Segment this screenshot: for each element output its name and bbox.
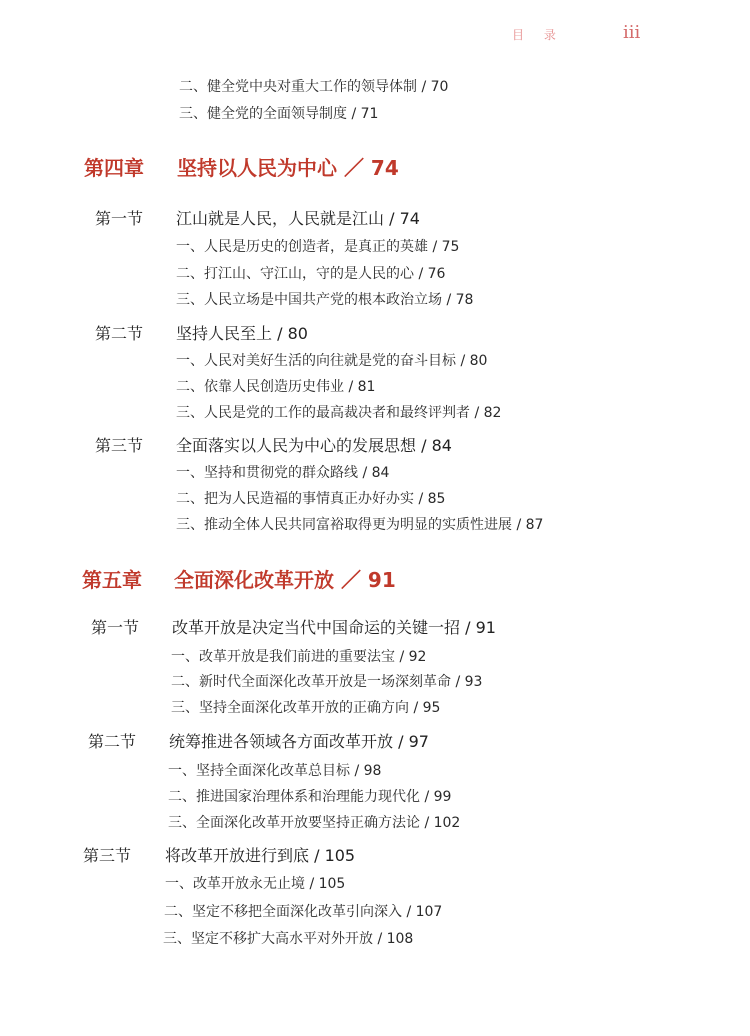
section-title[interactable]: 统筹推进各领域各方面改革开放 / 97 xyxy=(169,732,429,751)
section-title[interactable]: 全面落实以人民为中心的发展思想 / 84 xyxy=(176,436,452,455)
toc-item[interactable]: 一、改革开放永无止境 / 105 xyxy=(165,876,346,892)
chapter-4-label: 第四章 xyxy=(84,156,144,180)
section-label: 第一节 xyxy=(91,618,140,637)
toc-item[interactable]: 二、把为人民造福的事情真正办好办实 / 85 xyxy=(176,491,446,507)
section-title[interactable]: 坚持人民至上 / 80 xyxy=(176,324,308,343)
toc-item[interactable]: 三、坚定不移扩大高水平对外开放 / 108 xyxy=(163,931,414,947)
section-label: 第二节 xyxy=(88,732,137,751)
page-number: iii xyxy=(623,22,641,43)
section-label: 第三节 xyxy=(95,436,144,455)
toc-item[interactable]: 一、坚持和贯彻党的群众路线 / 84 xyxy=(176,465,390,481)
section-label: 第一节 xyxy=(95,209,144,228)
toc-item[interactable]: 二、坚定不移把全面深化改革引向深入 / 107 xyxy=(164,904,443,920)
toc-item[interactable]: 二、健全党中央对重大工作的领导体制 / 70 xyxy=(179,79,449,95)
chapter-5-title[interactable]: 全面深化改革开放 ／ 91 xyxy=(174,568,396,592)
section-title[interactable]: 江山就是人民，人民就是江山 / 74 xyxy=(176,209,420,228)
toc-item[interactable]: 一、人民是历史的创造者，是真正的英雄 / 75 xyxy=(176,239,460,255)
toc-item[interactable]: 三、人民是党的工作的最高裁决者和最终评判者 / 82 xyxy=(176,405,502,421)
section-title[interactable]: 将改革开放进行到底 / 105 xyxy=(165,846,356,865)
toc-item[interactable]: 三、人民立场是中国共产党的根本政治立场 / 78 xyxy=(176,292,474,308)
running-header-label: 目 录 xyxy=(512,28,564,42)
section-label: 第二节 xyxy=(95,324,144,343)
toc-item[interactable]: 三、推动全体人民共同富裕取得更为明显的实质性进展 / 87 xyxy=(176,517,544,533)
toc-item[interactable]: 二、依靠人民创造历史伟业 / 81 xyxy=(176,379,376,395)
toc-item[interactable]: 二、打江山、守江山，守的是人民的心 / 76 xyxy=(176,266,446,282)
toc-item[interactable]: 二、新时代全面深化改革开放是一场深刻革命 / 93 xyxy=(171,674,483,690)
chapter-4-title[interactable]: 坚持以人民为中心 ／ 74 xyxy=(177,156,399,180)
toc-item[interactable]: 三、全面深化改革开放要坚持正确方法论 / 102 xyxy=(168,815,461,831)
toc-item[interactable]: 三、坚持全面深化改革开放的正确方向 / 95 xyxy=(171,700,441,716)
toc-item[interactable]: 一、坚持全面深化改革总目标 / 98 xyxy=(168,763,382,779)
section-label: 第三节 xyxy=(83,846,132,865)
chapter-5-label: 第五章 xyxy=(82,568,142,592)
section-title[interactable]: 改革开放是决定当代中国命运的关键一招 / 91 xyxy=(172,618,496,637)
toc-item[interactable]: 一、改革开放是我们前进的重要法宝 / 92 xyxy=(171,649,427,665)
toc-item[interactable]: 二、推进国家治理体系和治理能力现代化 / 99 xyxy=(168,789,452,805)
toc-item[interactable]: 三、健全党的全面领导制度 / 71 xyxy=(179,106,379,122)
toc-item[interactable]: 一、人民对美好生活的向往就是党的奋斗目标 / 80 xyxy=(176,353,488,369)
